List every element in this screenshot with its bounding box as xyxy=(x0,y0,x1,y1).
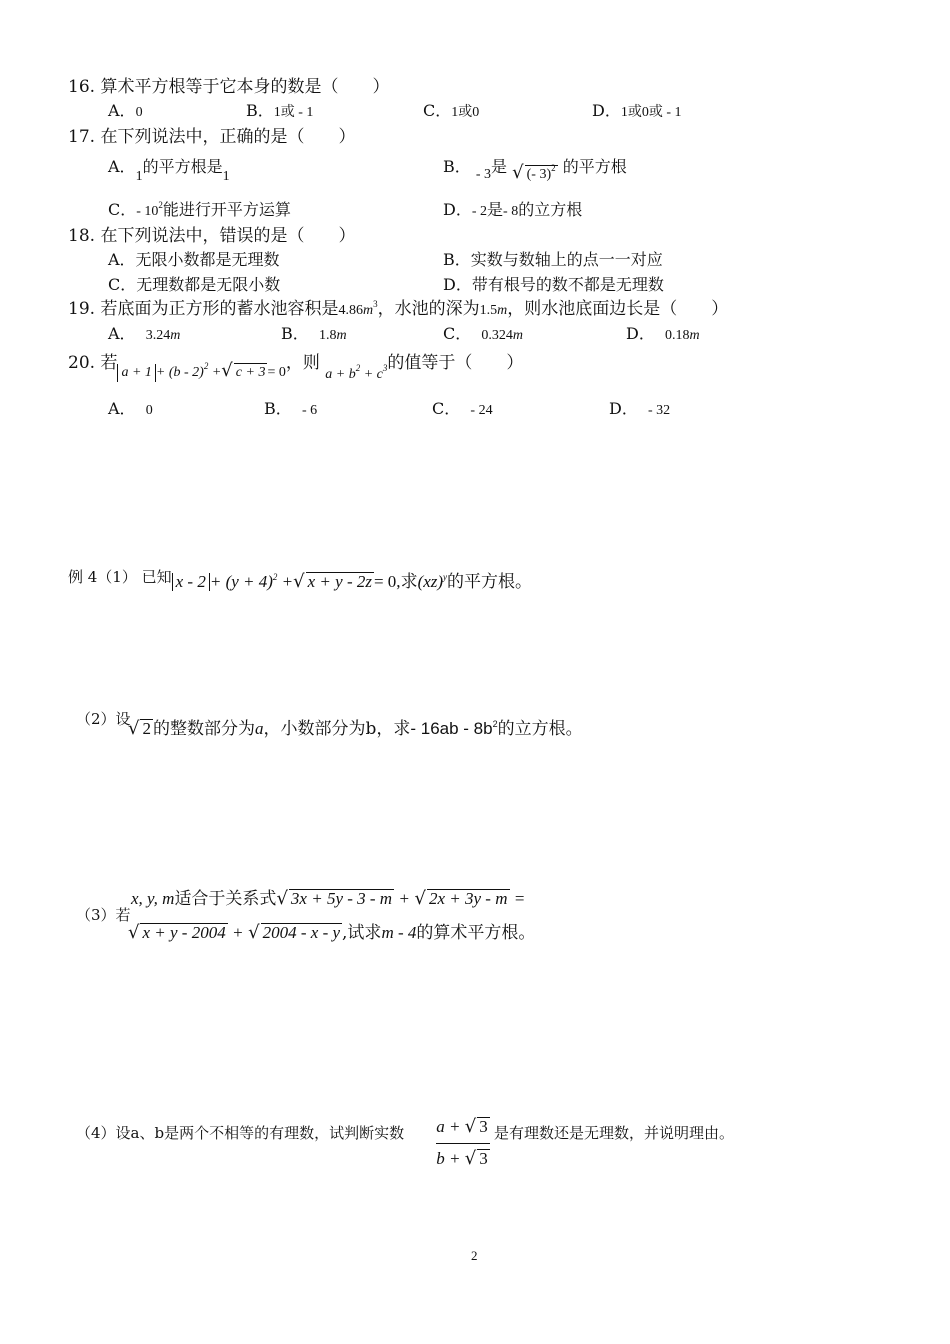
example-4-part-4: （4）设a、b是两个不相等的有理数，试判断实数 xyxy=(76,1124,405,1142)
fraction-numerator: a + √ 3 xyxy=(436,1116,488,1137)
example-4-part-1: 例 4（1） 已知 $x - 2 + (y + 4)^2$ +√ x + y - 2z = 0,求(xz)$^y$的平方根。 xyxy=(68,568,533,592)
question-18-option-d: D．带有根号的数不都是无理数 xyxy=(443,275,664,294)
question-20-option-d: D． - 32 xyxy=(609,399,671,418)
question-16-option-b: B．1或 - 1 xyxy=(246,101,314,120)
fraction-denominator: b + √ 3 xyxy=(436,1148,488,1169)
example-4-part-4-tail: 是有理数还是无理数，并说明理由。 xyxy=(494,1124,735,1142)
example-4-part-2: （2）设 xyxy=(76,710,131,728)
question-20-stem: 20. 若 a + 1 $_{+ (b - 2)^2 +}$√ c + 3 $_{= 0}$，则 $_{a + b^2 + c^3}$的值等于（ ） xyxy=(68,353,524,382)
question-19-stem: 19. 若底面为正方形的蓄水池容积是$4.86m^3$，水池的深为1.5m，则水池底面边长是（ ） xyxy=(68,299,729,319)
question-16-option-d: D．1或0或 - 1 xyxy=(592,101,682,120)
question-20-option-a: A． 0 xyxy=(108,399,153,418)
example-4-part-2-body: √ 2 的整数部分为a，小数部分为b，求- $16ab - 8b^2$的立方根。 xyxy=(128,718,583,739)
fraction-bar xyxy=(436,1143,490,1144)
question-16-option-a: A．0 xyxy=(108,101,143,120)
example-4-part-3-line-1: x, y, m适合于关系式√ 3x + 5y - 3 - m + √ 2x + 3y - m = xyxy=(131,888,525,909)
question-16-option-c: C．1或0 xyxy=(423,101,480,120)
question-17-option-a: A．1的平方根是1 xyxy=(108,157,230,184)
question-17-option-c: C．- $10^2$能进行开平方运算 xyxy=(108,200,291,219)
question-19-option-a: A． 3.24m xyxy=(108,324,181,343)
question-18-option-a: A．无限小数都是无理数 xyxy=(108,250,280,269)
example-4-part-3: （3）若 xyxy=(76,906,131,924)
question-20-option-b: B． - 6 xyxy=(264,399,318,418)
question-19-option-c: C． 0.324m xyxy=(443,324,524,343)
question-18-option-c: C．无理数都是无限小数 xyxy=(108,275,281,294)
question-18-option-b: B．实数与数轴上的点一一对应 xyxy=(443,250,663,269)
question-17-option-d: D．- 2是- 8的立方根 xyxy=(443,200,583,219)
page-number: 2 xyxy=(471,1248,478,1263)
question-20-option-c: C． - 24 xyxy=(432,399,493,418)
question-18-stem: 18. 在下列说法中，错误的是（ ） xyxy=(68,226,356,246)
question-17-stem: 17. 在下列说法中，正确的是（ ） xyxy=(68,127,356,147)
question-17-option-b: B． - 3是 √ (- 3)$^2$ 的平方根 xyxy=(443,157,627,183)
question-19-option-d: D． 0.18m xyxy=(626,324,700,343)
question-19-option-b: B． 1.8m xyxy=(281,324,347,343)
example-4-part-3-line-2: √ x + y - 2004 + √ 2004 - x - y ,试求m - 4的算术平方根。 xyxy=(128,922,536,943)
question-16-stem: 16. 算术平方根等于它本身的数是（ ） xyxy=(68,77,390,97)
